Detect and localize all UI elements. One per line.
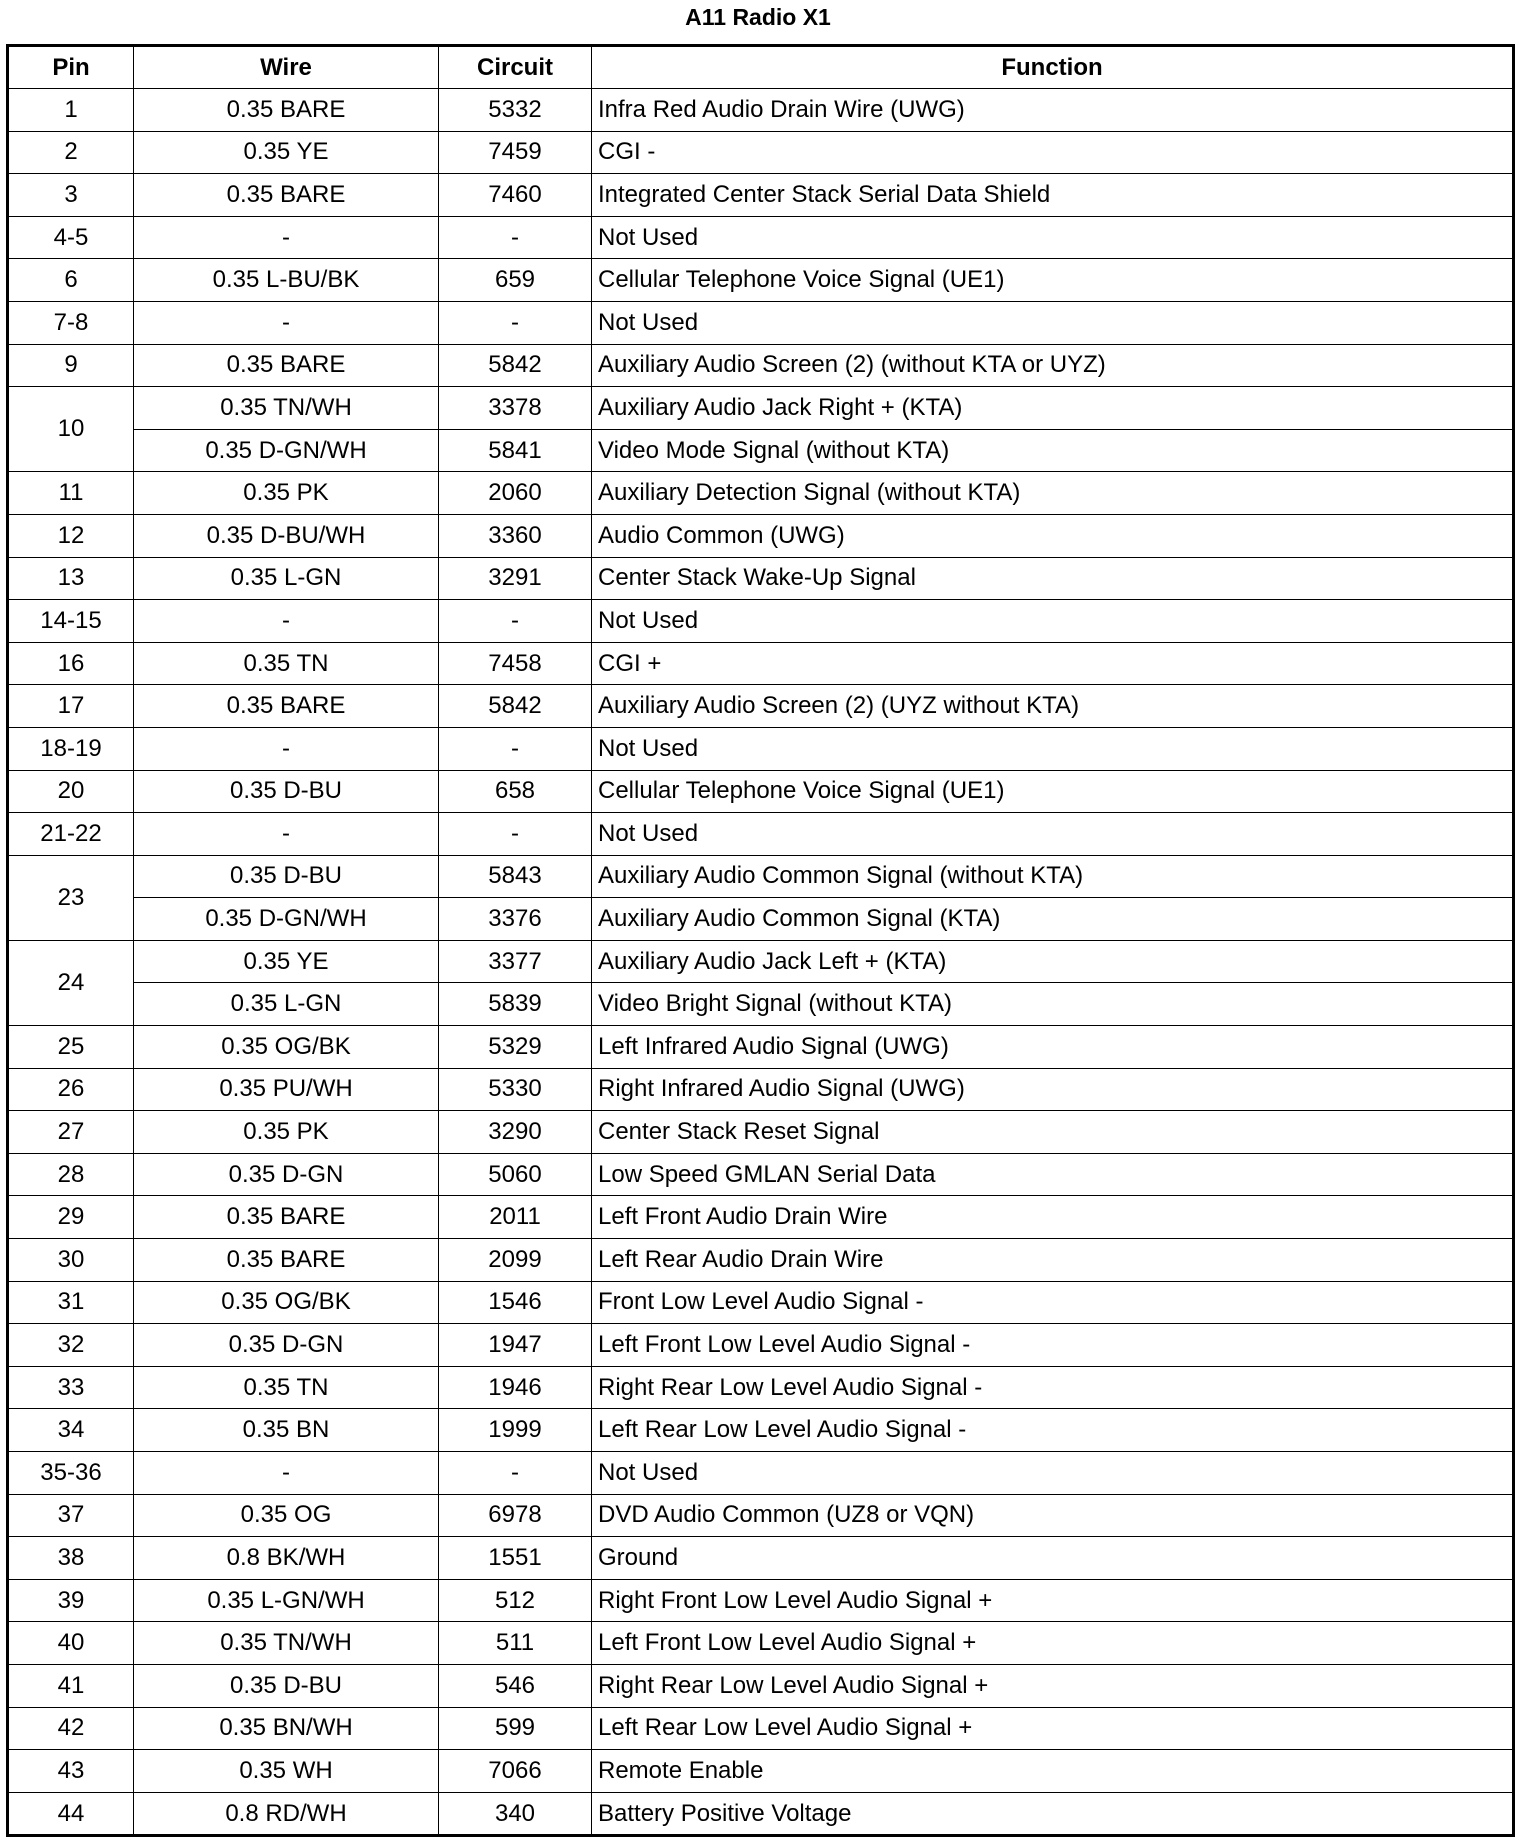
pin-cell: 26 (8, 1068, 134, 1111)
function-cell: Auxiliary Audio Screen (2) (without KTA or UYZ) (592, 344, 1514, 387)
pin-cell: 16 (8, 642, 134, 685)
column-header-pin: Pin (8, 46, 134, 89)
table-row (8, 1664, 1514, 1707)
function-cell: Ground (592, 1537, 1514, 1580)
pin-cell: 12 (8, 514, 134, 557)
function-cell: Right Front Low Level Audio Signal + (592, 1579, 1514, 1622)
wire-cell: - (134, 216, 439, 259)
table-row (8, 1750, 1514, 1793)
table-row (8, 1537, 1514, 1580)
circuit-cell: 3291 (439, 557, 592, 600)
wire-cell: 0.35 BARE (134, 685, 439, 728)
function-cell: Remote Enable (592, 1750, 1514, 1793)
function-cell: Not Used (592, 216, 1514, 259)
pin-cell: 6 (8, 259, 134, 302)
pin-cell: 31 (8, 1281, 134, 1324)
pin-cell: 23 (8, 855, 134, 940)
pin-cell: 32 (8, 1324, 134, 1367)
table-row (8, 1622, 1514, 1665)
wire-cell: 0.35 BN/WH (134, 1707, 439, 1750)
pin-cell: 33 (8, 1366, 134, 1409)
wire-cell: 0.35 PK (134, 472, 439, 515)
wire-cell: 0.35 BARE (134, 1239, 439, 1282)
circuit-cell: 512 (439, 1579, 592, 1622)
wire-cell: - (134, 727, 439, 770)
wire-cell: 0.35 TN/WH (134, 387, 439, 430)
function-cell: Auxiliary Detection Signal (without KTA) (592, 472, 1514, 515)
wire-cell: 0.35 L-GN (134, 983, 439, 1026)
function-cell: Right Rear Low Level Audio Signal + (592, 1664, 1514, 1707)
wire-cell: 0.35 PK (134, 1111, 439, 1154)
circuit-cell: - (439, 1452, 592, 1495)
circuit-cell: 3290 (439, 1111, 592, 1154)
function-cell: Left Infrared Audio Signal (UWG) (592, 1026, 1514, 1069)
pin-cell: 18-19 (8, 727, 134, 770)
wire-cell: 0.35 TN (134, 642, 439, 685)
function-cell: Front Low Level Audio Signal - (592, 1281, 1514, 1324)
wire-cell: 0.35 YE (134, 131, 439, 174)
table-row (8, 216, 1514, 259)
pin-cell: 38 (8, 1537, 134, 1580)
table-row (8, 813, 1514, 856)
function-cell: Not Used (592, 813, 1514, 856)
table-row (8, 1026, 1514, 1069)
function-cell: Right Infrared Audio Signal (UWG) (592, 1068, 1514, 1111)
wire-cell: 0.35 D-BU (134, 855, 439, 898)
circuit-cell: 6978 (439, 1494, 592, 1537)
circuit-cell: - (439, 216, 592, 259)
table-row (8, 89, 1514, 132)
function-cell: Right Rear Low Level Audio Signal - (592, 1366, 1514, 1409)
table-row (8, 1281, 1514, 1324)
wire-cell: - (134, 813, 439, 856)
pin-cell: 28 (8, 1153, 134, 1196)
pin-cell: 21-22 (8, 813, 134, 856)
table-row (8, 1452, 1514, 1495)
wire-cell: - (134, 1452, 439, 1495)
function-cell: DVD Audio Common (UZ8 or VQN) (592, 1494, 1514, 1537)
function-cell: Auxiliary Audio Jack Right + (KTA) (592, 387, 1514, 430)
pin-cell: 9 (8, 344, 134, 387)
function-cell: Auxiliary Audio Screen (2) (UYZ without KTA) (592, 685, 1514, 728)
function-cell: Left Rear Low Level Audio Signal + (592, 1707, 1514, 1750)
circuit-cell: 3360 (439, 514, 592, 557)
circuit-cell: 7460 (439, 174, 592, 217)
table-row (8, 1409, 1514, 1452)
circuit-cell: - (439, 727, 592, 770)
circuit-cell: 546 (439, 1664, 592, 1707)
circuit-cell: 599 (439, 1707, 592, 1750)
function-cell: Left Rear Low Level Audio Signal - (592, 1409, 1514, 1452)
wire-cell: 0.8 BK/WH (134, 1537, 439, 1580)
circuit-cell: 5841 (439, 429, 592, 472)
pin-cell: 2 (8, 131, 134, 174)
table-row (8, 1707, 1514, 1750)
wire-cell: 0.35 D-GN/WH (134, 429, 439, 472)
pin-cell: 7-8 (8, 301, 134, 344)
table-row (8, 259, 1514, 302)
pin-cell: 24 (8, 940, 134, 1025)
table-header-row (8, 46, 1514, 89)
wire-cell: 0.35 D-BU (134, 1664, 439, 1707)
pin-cell: 41 (8, 1664, 134, 1707)
pin-cell: 42 (8, 1707, 134, 1750)
wire-cell: 0.35 TN (134, 1366, 439, 1409)
table-row (8, 1324, 1514, 1367)
circuit-cell: 3378 (439, 387, 592, 430)
pin-cell: 13 (8, 557, 134, 600)
wire-cell: 0.35 L-GN/WH (134, 1579, 439, 1622)
function-cell: CGI - (592, 131, 1514, 174)
table-row (8, 940, 1514, 983)
table-row (8, 770, 1514, 813)
wire-cell: 0.35 D-GN/WH (134, 898, 439, 941)
table-row (8, 1068, 1514, 1111)
circuit-cell: - (439, 301, 592, 344)
pin-cell: 3 (8, 174, 134, 217)
wire-cell: 0.35 BARE (134, 174, 439, 217)
wire-cell: 0.35 L-BU/BK (134, 259, 439, 302)
pin-cell: 27 (8, 1111, 134, 1154)
function-cell: Video Mode Signal (without KTA) (592, 429, 1514, 472)
circuit-cell: 5330 (439, 1068, 592, 1111)
wire-cell: 0.35 OG/BK (134, 1026, 439, 1069)
pin-cell: 37 (8, 1494, 134, 1537)
function-cell: Not Used (592, 1452, 1514, 1495)
pin-cell: 29 (8, 1196, 134, 1239)
column-header-function: Function (592, 46, 1514, 89)
connector-pinout-table (6, 44, 1515, 1837)
table-row (8, 1494, 1514, 1537)
wire-cell: 0.35 TN/WH (134, 1622, 439, 1665)
wire-cell: 0.35 OG/BK (134, 1281, 439, 1324)
circuit-cell: 658 (439, 770, 592, 813)
function-cell: Left Front Low Level Audio Signal + (592, 1622, 1514, 1665)
pin-cell: 14-15 (8, 600, 134, 643)
circuit-cell: 5329 (439, 1026, 592, 1069)
function-cell: Low Speed GMLAN Serial Data (592, 1153, 1514, 1196)
wire-cell: 0.35 OG (134, 1494, 439, 1537)
circuit-cell: 2099 (439, 1239, 592, 1282)
wire-cell: 0.8 RD/WH (134, 1792, 439, 1836)
table-row (8, 855, 1514, 898)
circuit-cell: 3377 (439, 940, 592, 983)
function-cell: Integrated Center Stack Serial Data Shield (592, 174, 1514, 217)
function-cell: Cellular Telephone Voice Signal (UE1) (592, 259, 1514, 302)
circuit-cell: 511 (439, 1622, 592, 1665)
table-body (8, 89, 1514, 1836)
wire-cell: - (134, 301, 439, 344)
circuit-cell: 2060 (439, 472, 592, 515)
circuit-cell: 2011 (439, 1196, 592, 1239)
table-row (8, 1153, 1514, 1196)
wire-cell: 0.35 D-GN (134, 1324, 439, 1367)
table-row (8, 983, 1514, 1026)
pin-cell: 25 (8, 1026, 134, 1069)
function-cell: Left Front Audio Drain Wire (592, 1196, 1514, 1239)
function-cell: Not Used (592, 301, 1514, 344)
circuit-cell: 1947 (439, 1324, 592, 1367)
circuit-cell: 3376 (439, 898, 592, 941)
pin-cell: 17 (8, 685, 134, 728)
table-row (8, 1196, 1514, 1239)
pin-cell: 40 (8, 1622, 134, 1665)
page-title: A11 Radio X1 (685, 4, 831, 30)
function-cell: Auxiliary Audio Common Signal (KTA) (592, 898, 1514, 941)
table-row (8, 642, 1514, 685)
wire-cell: 0.35 YE (134, 940, 439, 983)
wire-cell: 0.35 BARE (134, 89, 439, 132)
wire-cell: 0.35 BARE (134, 344, 439, 387)
circuit-cell: 1546 (439, 1281, 592, 1324)
function-cell: Cellular Telephone Voice Signal (UE1) (592, 770, 1514, 813)
circuit-cell: - (439, 600, 592, 643)
wire-cell: 0.35 D-BU/WH (134, 514, 439, 557)
function-cell: Auxiliary Audio Jack Left + (KTA) (592, 940, 1514, 983)
function-cell: Center Stack Reset Signal (592, 1111, 1514, 1154)
column-header-wire: Wire (134, 46, 439, 89)
function-cell: Battery Positive Voltage (592, 1792, 1514, 1836)
pin-cell: 30 (8, 1239, 134, 1282)
circuit-cell: 1999 (439, 1409, 592, 1452)
wire-cell: 0.35 WH (134, 1750, 439, 1793)
table-row (8, 1792, 1514, 1836)
table-row (8, 727, 1514, 770)
pin-cell: 20 (8, 770, 134, 813)
circuit-cell: 5842 (439, 685, 592, 728)
table-row (8, 387, 1514, 430)
wire-cell: 0.35 PU/WH (134, 1068, 439, 1111)
table-row (8, 429, 1514, 472)
wire-cell: - (134, 600, 439, 643)
pin-cell: 34 (8, 1409, 134, 1452)
circuit-cell: 340 (439, 1792, 592, 1836)
circuit-cell: 5843 (439, 855, 592, 898)
wire-cell: 0.35 D-GN (134, 1153, 439, 1196)
circuit-cell: 5839 (439, 983, 592, 1026)
table-row (8, 472, 1514, 515)
circuit-cell: 5842 (439, 344, 592, 387)
table-row (8, 600, 1514, 643)
table-row (8, 514, 1514, 557)
circuit-cell: 7458 (439, 642, 592, 685)
function-cell: Center Stack Wake-Up Signal (592, 557, 1514, 600)
table-row (8, 898, 1514, 941)
pin-cell: 39 (8, 1579, 134, 1622)
table-row (8, 174, 1514, 217)
pin-cell: 1 (8, 89, 134, 132)
circuit-cell: 659 (439, 259, 592, 302)
table-row (8, 344, 1514, 387)
circuit-cell: 7066 (439, 1750, 592, 1793)
wire-cell: 0.35 BN (134, 1409, 439, 1452)
function-cell: Not Used (592, 600, 1514, 643)
circuit-cell: - (439, 813, 592, 856)
table-row (8, 557, 1514, 600)
pin-cell: 10 (8, 387, 134, 472)
circuit-cell: 5060 (439, 1153, 592, 1196)
function-cell: CGI + (592, 642, 1514, 685)
pin-cell: 35-36 (8, 1452, 134, 1495)
function-cell: Not Used (592, 727, 1514, 770)
function-cell: Video Bright Signal (without KTA) (592, 983, 1514, 1026)
pin-cell: 4-5 (8, 216, 134, 259)
pin-cell: 11 (8, 472, 134, 515)
table-row (8, 685, 1514, 728)
circuit-cell: 1551 (439, 1537, 592, 1580)
circuit-cell: 1946 (439, 1366, 592, 1409)
column-header-circuit: Circuit (439, 46, 592, 89)
function-cell: Auxiliary Audio Common Signal (without KTA) (592, 855, 1514, 898)
wire-cell: 0.35 BARE (134, 1196, 439, 1239)
circuit-cell: 5332 (439, 89, 592, 132)
table-row (8, 301, 1514, 344)
function-cell: Left Front Low Level Audio Signal - (592, 1324, 1514, 1367)
pin-cell: 43 (8, 1750, 134, 1793)
table-row (8, 1239, 1514, 1282)
function-cell: Audio Common (UWG) (592, 514, 1514, 557)
table-row (8, 1366, 1514, 1409)
table-row (8, 131, 1514, 174)
pin-cell: 44 (8, 1792, 134, 1836)
wire-cell: 0.35 L-GN (134, 557, 439, 600)
table-row (8, 1579, 1514, 1622)
wire-cell: 0.35 D-BU (134, 770, 439, 813)
function-cell: Left Rear Audio Drain Wire (592, 1239, 1514, 1282)
function-cell: Infra Red Audio Drain Wire (UWG) (592, 89, 1514, 132)
table-row (8, 1111, 1514, 1154)
circuit-cell: 7459 (439, 131, 592, 174)
